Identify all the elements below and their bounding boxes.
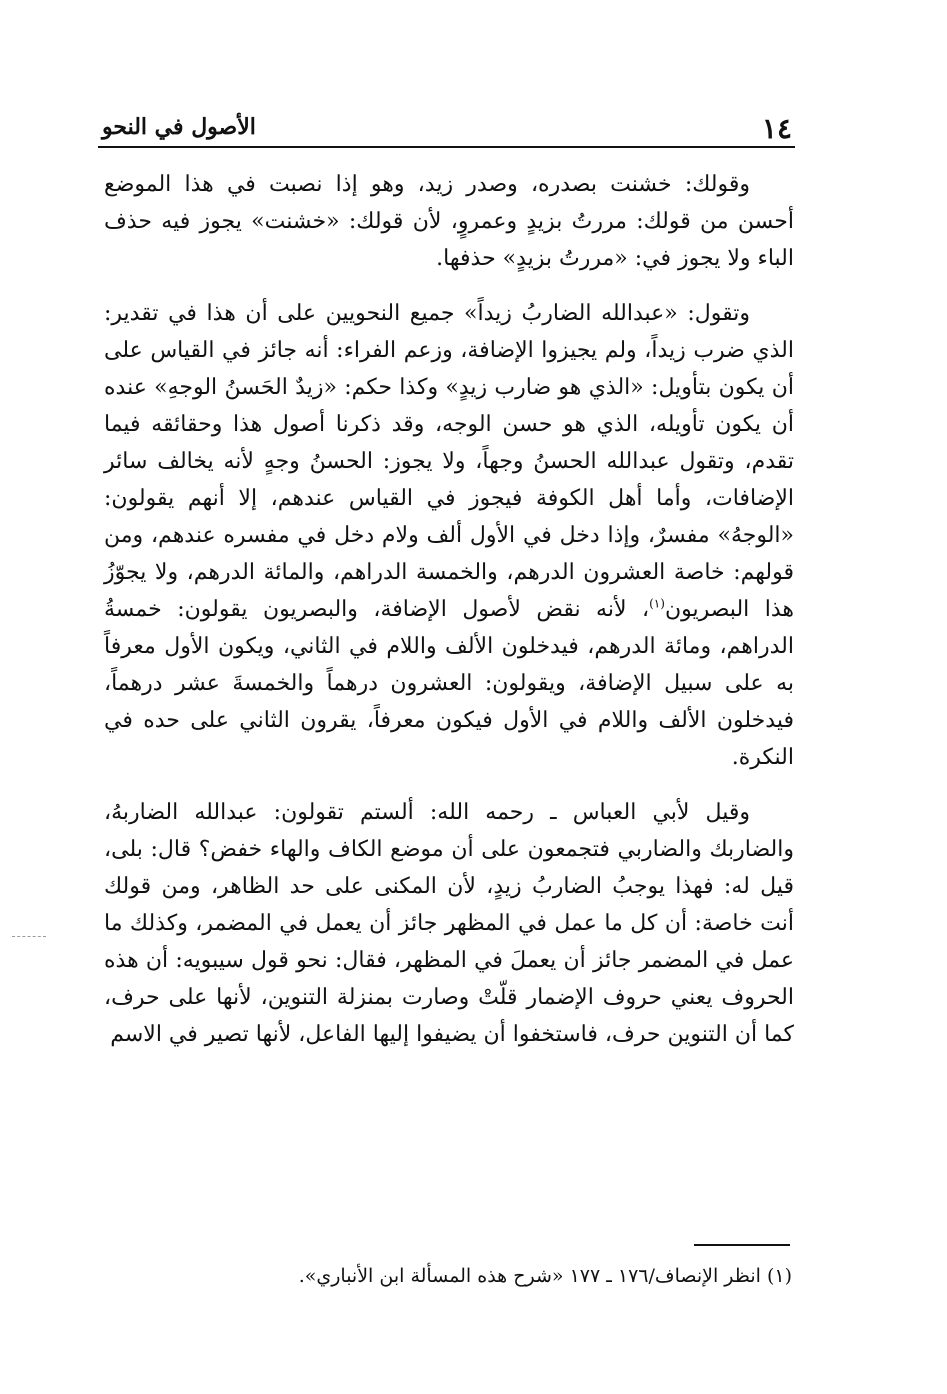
header-rule bbox=[98, 146, 795, 148]
footnote-reference[interactable]: (١) bbox=[649, 596, 665, 611]
body-text bbox=[104, 166, 794, 1053]
paragraph-3: وقيل لأبي العباس ـ رحمه الله: ألستم تقولون: عبدالله الضاربهُ، والضاربك والضاربي فتجمعون على أن موضع الكاف والهاء خفض؟ قال: بلى، قيل له: فهذا يوجبُ الضاربُ زيدٍ، لأن المكنى على حد الظاهر، ومن قولك أنت خاصة: أن كل ما عمل في المظهر جائز أن يعمل في المضمر، وكذلك ما عمل في المضمر جائز أن يعملَ في المظهر، فقال: نحو قول سيبويه: أن هذه الحروف يعني حروف الإضمار قلّتْ وصارت بمنزلة التنوين، لأنها على حرف، كما أن التنوين حرف، فاستخفوا أن يضيفوا إليها الفاعل، لأنها تصير في الاسم bbox=[104, 800, 794, 1047]
margin-mark bbox=[12, 936, 46, 937]
page-header bbox=[98, 108, 792, 144]
page-number: ١٤ bbox=[761, 112, 792, 145]
running-title: الأصول في النحو bbox=[102, 114, 256, 140]
footnote-rule bbox=[694, 1244, 790, 1246]
paragraph-1: وقولك: خشنت بصدره، وصدر زيد، وهو إذا نصبت في هذا الموضع أحسن من قولك: مررتُ بزيدٍ وعمروٍ، لأن قولك: «خشنت» يجوز فيه حذف الباء ولا يجوز في: «مررتُ بزيدٍ» حذفها. bbox=[104, 172, 794, 271]
paragraph-2-tail: ، لأنه نقض لأصول الإضافة، والبصريون يقولون: خمسةُ الدراهم، ومائة الدرهم، فيدخلون الألف واللام في الثاني، ويكون الأول معرفاً به على سبيل الإضافة، ويقولون: العشرون درهماً والخمسةَ عشر درهماً، فيدخلون الألف واللام في الأول فيكون معرفاً، يقرون الثاني على حده في النكرة. bbox=[104, 597, 794, 770]
paragraph-2-text: وتقول: «عبدالله الضاربُ زيداً» جميع النحويين على أن هذا في تقدير: الذي ضرب زيداً، ولم يجيزوا الإضافة، وزعم الفراء: أنه جائز في القياس على أن يكون بتأويل: «الذي هو ضارب زيدٍ» وكذا حكم: «زيدٌ الحَسنُ الوجهِ» عنده أن يكون تأويله، الذي هو حسن الوجه، وقد ذكرنا أصول هذا وحقائقه فيما تقدم، وتقول عبدالله الحسنُ وجهاً، ولا يجوز: الحسنُ وجهٍ لأنه يخالف سائر الإضافات، وأما أهل الكوفة فيجوز في القياس عندهم، إلا أنهم يقولون: «الوجهُ» مفسرٌ، وإذا دخل في الأول ألف ولام دخل في مفسره عندهم، ومن قولهم: خاصة العشرون الدرهم، والخمسة الدراهم، والمائة الدرهم، ولا يجوّزُ هذا البصريون bbox=[104, 301, 794, 622]
footnote-text: انظر الإنصاف/١٧٦ ـ ١٧٧ «شرح هذه المسألة ابن الأنباري». bbox=[298, 1265, 761, 1287]
footnote-marker: (١) bbox=[766, 1265, 792, 1287]
paragraph-2 bbox=[104, 295, 794, 776]
footnote bbox=[200, 1262, 792, 1290]
